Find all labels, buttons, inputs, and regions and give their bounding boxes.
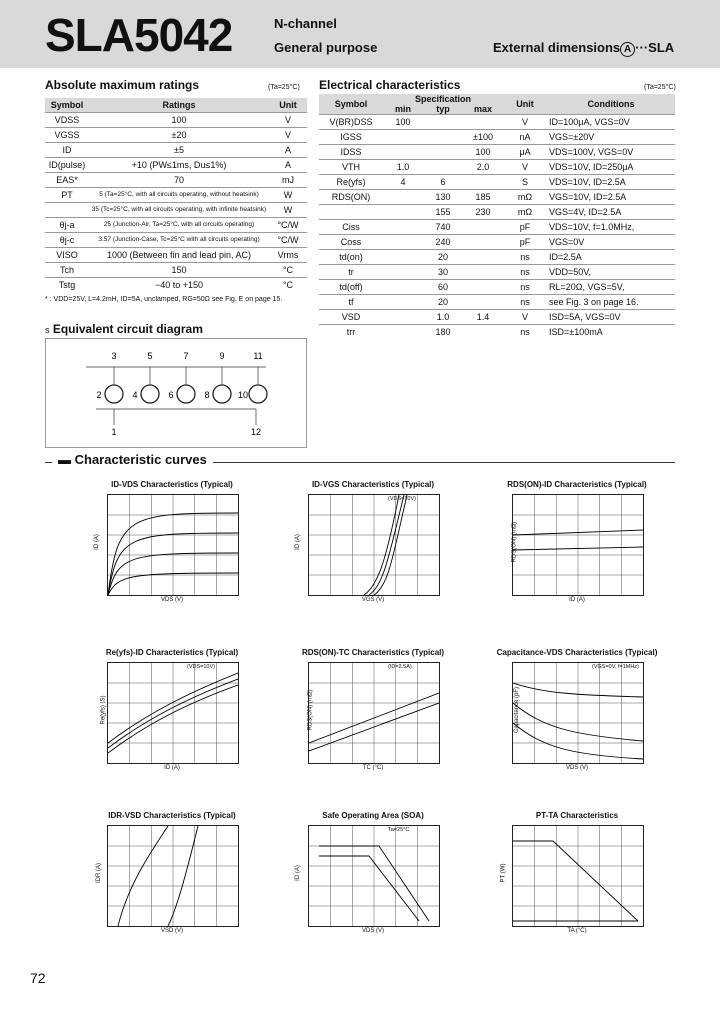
elec-cell [463,250,503,265]
abs-table [45,98,307,292]
elec-cell [463,220,503,235]
abs-row [45,233,307,248]
chart-ylabel: PT (W) [500,863,507,883]
drain-pin-label: 11 [253,351,263,361]
chart-curve [513,841,638,921]
abs-col-symbol: Symbol [45,98,89,113]
chart-plot [512,825,644,927]
chart-note: (VDS=10V) [388,496,416,502]
gate-pin-label: 2 [96,390,102,400]
abs-cell: A [269,143,307,158]
elec-cell [383,310,423,325]
abs-cell: EAS* [45,173,89,188]
drain-pin-label: 3 [111,351,117,361]
equiv-prefix: s [45,325,50,335]
elec-cell: IDSS [319,145,383,160]
elec-cell: 60 [423,280,463,295]
elec-cell: ns [503,325,547,340]
elec-title: Electrical characteristics [319,78,461,92]
elec-cell [463,325,503,340]
chart-plot [308,825,440,927]
elec-row [319,130,675,145]
abs-cell: VGSS [45,128,89,143]
elec-cell [463,295,503,310]
elec-cell [383,295,423,310]
elec-cell: ns [503,250,547,265]
elec-cell: Re(yfs) [319,175,383,190]
elec-cell: RDS(ON) [319,190,383,205]
abs-cell: °C/W [269,233,307,248]
elec-col-min: min [383,104,423,115]
chart-title: Safe Operating Area (SOA) [322,811,424,820]
abs-row [45,173,307,188]
elec-cell: ID=2.5A [547,250,675,265]
chart-plot [308,662,440,764]
chart-grid [513,495,643,595]
elec-cell: 100 [463,145,503,160]
elec-row [319,220,675,235]
elec-cell: 20 [423,295,463,310]
page-number: 72 [30,970,46,986]
elec-cell: VGS=±20V [547,130,675,145]
gate-pin-label: 6 [168,390,174,400]
chart-plot [512,494,644,596]
chart-title: RDS(ON)-TC Characteristics (Typical) [301,648,445,657]
elec-cell: 130 [423,190,463,205]
chart-grid [513,663,643,763]
abs-cell: ±20 [89,128,269,143]
mosfet-symbol [141,385,159,403]
abs-row [45,128,307,143]
abs-note: * : VDD=25V, L=4.2mH, ID=5A, unclamped, RG=50Ω see Fig. E on page 15. [45,296,283,303]
elec-cell: 240 [423,235,463,250]
elec-cell [423,145,463,160]
chart-xlabel: VDS (V) [160,597,183,603]
elec-cell: S [503,175,547,190]
elec-cell: ISD=±100mA [547,325,675,340]
elec-cell: VGS=4V, ID=2.5A [547,205,675,220]
chart-title: RDS(ON)-ID Characteristics (Typical) [507,480,647,489]
chart-xlabel: TC (°C) [362,765,384,771]
abs-cell: °C [269,278,307,293]
elec-cell: ±100 [463,130,503,145]
elec-cell [383,190,423,205]
equiv-circuit-box [45,338,307,448]
abs-col-ratings: Ratings [89,98,269,113]
abs-cell: 70 [89,173,269,188]
drain-pin-label: 5 [147,351,153,361]
elec-ta: (Ta=25°C) [644,84,676,91]
abs-cell: °C/W [269,218,307,233]
chart-title: Capacitance-VDS Characteristics (Typical) [496,648,658,657]
elec-cell: IGSS [319,130,383,145]
elec-cell: 185 [463,190,503,205]
elec-cell: VDS=100V, VGS=0V [547,145,675,160]
abs-cell: °C [269,263,307,278]
elec-cell [383,130,423,145]
elec-cell: 2.0 [463,160,503,175]
chart-xlabel: VGS (V) [361,597,385,603]
ext-label: External dimensions [493,40,621,55]
elec-cell: 230 [463,205,503,220]
elec-cell: ns [503,280,547,295]
abs-cell: Vrms [269,248,307,263]
elec-cell [383,145,423,160]
elec-cell: see Fig. 3 on page 16. [547,295,675,310]
elec-cell: ID=100μA, VGS=0V [547,115,675,130]
elec-row [319,280,675,295]
abs-row [45,263,307,278]
elec-col-symbol: Symbol [319,94,383,115]
chart-xlabel: VSD (V) [160,928,183,934]
abs-cell: ±5 [89,143,269,158]
abs-row [45,203,307,218]
abs-cell: −40 to +150 [89,278,269,293]
elec-table [319,94,675,339]
elec-cell [463,115,503,130]
elec-row [319,295,675,310]
elec-cell: 155 [423,205,463,220]
equiv-title-text: Equivalent circuit diagram [52,322,203,336]
elec-row [319,310,675,325]
elec-cell [423,130,463,145]
abs-row [45,158,307,173]
mosfet-symbol [213,385,231,403]
purpose: General purpose [274,40,378,55]
elec-cell [383,280,423,295]
elec-cell: Coss [319,235,383,250]
gate-pin-label: 4 [132,390,138,400]
abs-cell: W [269,203,307,218]
abs-cell: VDSS [45,113,89,128]
gate-pin-label: 10 [237,390,249,400]
curves-title-text: Characteristic curves [74,452,207,467]
elec-cell: V [503,310,547,325]
chart-ylabel: ID (A) [93,534,100,550]
abs-cell: 3.57 (Junction-Case, Tc=25°C with all circuits operating) [89,233,269,248]
abs-cell: V [269,128,307,143]
elec-row [319,115,675,130]
chart-grid [108,495,238,595]
gate-pin-label: 8 [204,390,210,400]
elec-cell [383,265,423,280]
elec-cell: 740 [423,220,463,235]
elec-cell: VDS=10V, f=1.0MHz, [547,220,675,235]
chart-note: (VGS=0V, f=1MHz) [592,664,639,670]
chart-curve [168,826,198,926]
elec-cell: V [503,115,547,130]
elec-cell: V [503,160,547,175]
chart-curve [118,826,168,926]
elec-cell [423,115,463,130]
elec-cell: 1.0 [423,310,463,325]
chart-title: ID-VDS Characteristics (Typical) [111,480,233,489]
abs-cell: θj-c [45,233,89,248]
abs-cell: W [269,188,307,203]
elec-cell: tf [319,295,383,310]
elec-col-typ: typ [423,104,463,115]
elec-cell [383,220,423,235]
elec-cell: 6 [423,175,463,190]
elec-cell [463,265,503,280]
elec-cell [463,175,503,190]
abs-cell: V [269,113,307,128]
abs-cell: 1000 (Between fin and lead pin, AC) [89,248,269,263]
mosfet-symbol [249,385,267,403]
abs-cell: mJ [269,173,307,188]
abs-cell: θj-a [45,218,89,233]
elec-cell [463,280,503,295]
chart-xlabel: VDS (V) [565,765,588,771]
ext-suffix: ···SLA [635,40,675,55]
part-number: SLA5042 [45,9,233,61]
chart-title: Re(yfs)-ID Characteristics (Typical) [105,648,239,657]
chart-xlabel: VDS (V) [361,928,384,934]
elec-cell: 100 [383,115,423,130]
chart-title: PT-TA Characteristics [535,811,619,820]
elec-cell: VGS=0V [547,235,675,250]
abs-cell: 100 [89,113,269,128]
elec-col-conditions: Conditions [547,94,675,115]
elec-cell [383,250,423,265]
chart-ylabel: Capacitance (pF) [514,686,521,734]
chart-note: Ta=25°C [388,827,410,833]
elec-cell: tr [319,265,383,280]
elec-cell: td(off) [319,280,383,295]
abs-title: Absolute maximum ratings [45,78,200,92]
chart-ylabel: ID (A) [294,534,301,550]
drain-pin-label: 7 [183,351,189,361]
chart-ylabel: IDR (A) [96,863,102,883]
elec-col-unit: Unit [503,94,547,115]
external-dimensions [493,40,674,57]
elec-row [319,265,675,280]
circle-a-icon: A [620,42,635,57]
chart-ylabel: Re(yfs) (S) [100,695,107,725]
abs-cell: +10 (PW≤1ms, Du≤1%) [89,158,269,173]
chart-grid [309,495,439,595]
chart-xlabel: ID (A) [569,597,585,603]
abs-ta: (Ta=25°C) [268,84,300,91]
curves-title: ▬ Characteristic curves [52,452,213,467]
elec-cell: 1.0 [383,160,423,175]
abs-cell: VISO [45,248,89,263]
abs-cell: ID [45,143,89,158]
chart-plot [107,662,239,764]
elec-cell: μA [503,145,547,160]
elec-row [319,250,675,265]
abs-cell: Tch [45,263,89,278]
elec-cell: VGS=10V, ID=2.5A [547,190,675,205]
elec-row [319,235,675,250]
channel-type: N-channel [274,16,337,31]
elec-cell: ns [503,265,547,280]
abs-row [45,143,307,158]
elec-cell: RL=20Ω, VGS=5V, [547,280,675,295]
abs-cell: 25 (Junction-Air, Ta=25°C, with all circuits operating) [89,218,269,233]
chart-curve [374,495,407,595]
chart-ylabel: ID (A) [294,865,301,881]
elec-row [319,325,675,340]
abs-row [45,248,307,263]
elec-col-spec: Specification [383,94,503,104]
elec-cell: nA [503,130,547,145]
elec-cell [463,235,503,250]
chart-plot [107,825,239,927]
chart-ylabel: RDS(ON) (mΩ) [511,521,518,563]
chart-title: IDR-VSD Characteristics (Typical) [108,811,236,820]
elec-cell: VDS=10V, ID=2.5A [547,175,675,190]
elec-cell: 1.4 [463,310,503,325]
chart-title: ID-VGS Characteristics (Typical) [311,480,435,489]
abs-cell: ID(pulse) [45,158,89,173]
elec-cell: VTH [319,160,383,175]
chart-grid [108,663,238,763]
chart-grid [309,663,439,763]
elec-cell: VSD [319,310,383,325]
elec-cell: 30 [423,265,463,280]
abs-row [45,113,307,128]
elec-cell: 4 [383,175,423,190]
chart-curve [364,495,399,595]
chart-grid [309,826,439,926]
abs-col-unit: Unit [269,98,307,113]
elec-row [319,145,675,160]
chart-xlabel: ID (A) [164,765,180,771]
elec-cell: 180 [423,325,463,340]
abs-row [45,218,307,233]
elec-cell: ns [503,295,547,310]
equiv-title [45,322,203,336]
elec-cell: VDD=50V, [547,265,675,280]
mosfet-symbol [105,385,123,403]
elec-cell: 20 [423,250,463,265]
mosfet-symbol [177,385,195,403]
elec-cell [319,205,383,220]
elec-cell: mΩ [503,190,547,205]
abs-cell: Tstg [45,278,89,293]
abs-cell: 35 (Tc=25°C, with all circuits operating, with infinite heatsink) [89,203,269,218]
elec-cell: VDS=10V, ID=250μA [547,160,675,175]
elec-cell: td(on) [319,250,383,265]
elec-cell: pF [503,235,547,250]
chart-grid [513,826,643,926]
elec-cell: trr [319,325,383,340]
elec-row [319,175,675,190]
elec-cell [383,325,423,340]
elec-row [319,205,675,220]
abs-cell: 5 (Ta=25°C, with all circuits operating, without heatsink) [89,188,269,203]
chart-grid [108,826,238,926]
equiv-circuit-diagram [46,339,306,447]
elec-cell: pF [503,220,547,235]
drain-pin-label: 9 [219,351,225,361]
abs-cell: 150 [89,263,269,278]
chart-ylabel: RDS(ON) (mΩ) [307,689,314,731]
chart-plot [107,494,239,596]
abs-cell [45,203,89,218]
chart-note: (ID=2.5A) [388,664,412,670]
chart-plot [308,494,440,596]
abs-cell: PT [45,188,89,203]
elec-cell: mΩ [503,205,547,220]
chart-xlabel: TA (°C) [567,928,587,934]
elec-col-max: max [463,104,503,115]
abs-cell: A [269,158,307,173]
elec-cell [383,235,423,250]
elec-row [319,160,675,175]
elec-cell: ISD=5A, VGS=0V [547,310,675,325]
abs-row [45,188,307,203]
elec-cell: Ciss [319,220,383,235]
elec-cell [423,160,463,175]
chart-plot [512,662,644,764]
elec-cell: V(BR)DSS [319,115,383,130]
chart-note: (VDS=10V) [187,664,215,670]
source-pin-label: 1 [111,427,117,437]
source-pin-label: 12 [250,427,262,437]
elec-cell [383,205,423,220]
elec-row [319,190,675,205]
abs-row [45,278,307,293]
